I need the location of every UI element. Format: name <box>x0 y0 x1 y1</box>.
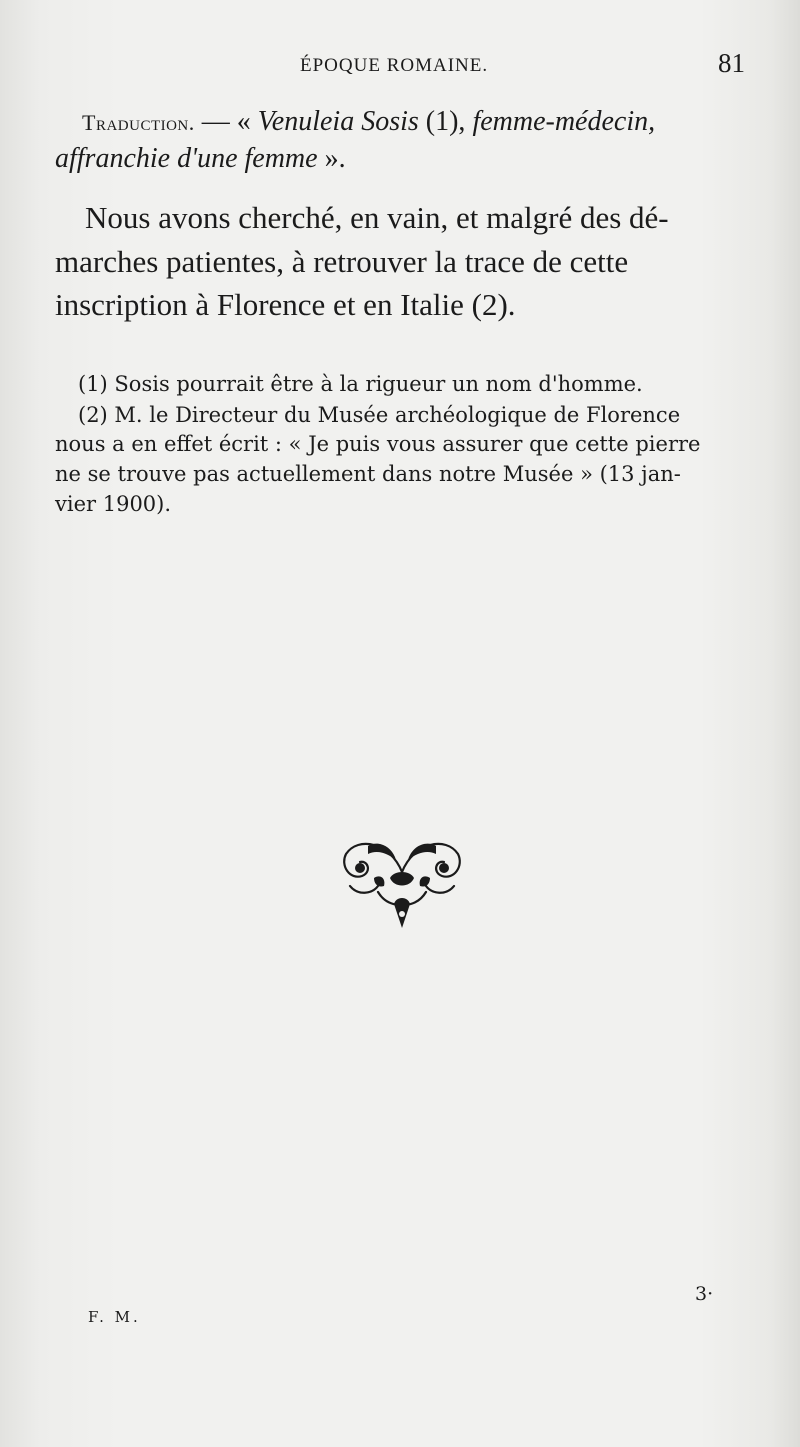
running-title: ÉPOQUE ROMAINE. <box>300 55 489 76</box>
translation-dash: — « <box>194 106 258 137</box>
translation-note-ref: (1), <box>418 106 473 137</box>
translation-line-2-text: affranchie d'une femme <box>55 143 318 174</box>
translation-line-1 <box>82 106 655 138</box>
paragraph-line: marches patientes, à retrouver la trace de cette <box>55 244 629 279</box>
footnote-line: (1) Sosis pourrait être à la rigueur un nom d'homme. <box>78 372 643 396</box>
footnote-line: vier 1900). <box>55 492 172 516</box>
translation-role: femme-médecin, <box>472 106 656 137</box>
translation-name: Venuleia Sosis <box>257 106 419 137</box>
printer-signature: F. M. <box>88 1308 141 1326</box>
footnote-line: ne se trouve pas actuellement dans notre Musée » (13 jan- <box>55 462 681 486</box>
translation-line-2-end: ». <box>317 143 346 174</box>
footnote-line: (2) M. le Directeur du Musée archéologique de Florence <box>78 403 681 427</box>
page-number: 81 <box>718 48 745 78</box>
fleuron-ornament-icon <box>338 832 466 930</box>
translation-line-2 <box>55 143 346 175</box>
paragraph-line: inscription à Florence et en Italie (2). <box>55 287 516 322</box>
paragraph-line: Nous avons cherché, en vain, et malgré des dé- <box>85 200 669 235</box>
footnote-line: nous a en effet écrit : « Je puis vous assurer que cette pierre <box>55 432 701 456</box>
translation-label: Traduction. <box>82 110 195 135</box>
signature-number: 3· <box>695 1283 714 1305</box>
